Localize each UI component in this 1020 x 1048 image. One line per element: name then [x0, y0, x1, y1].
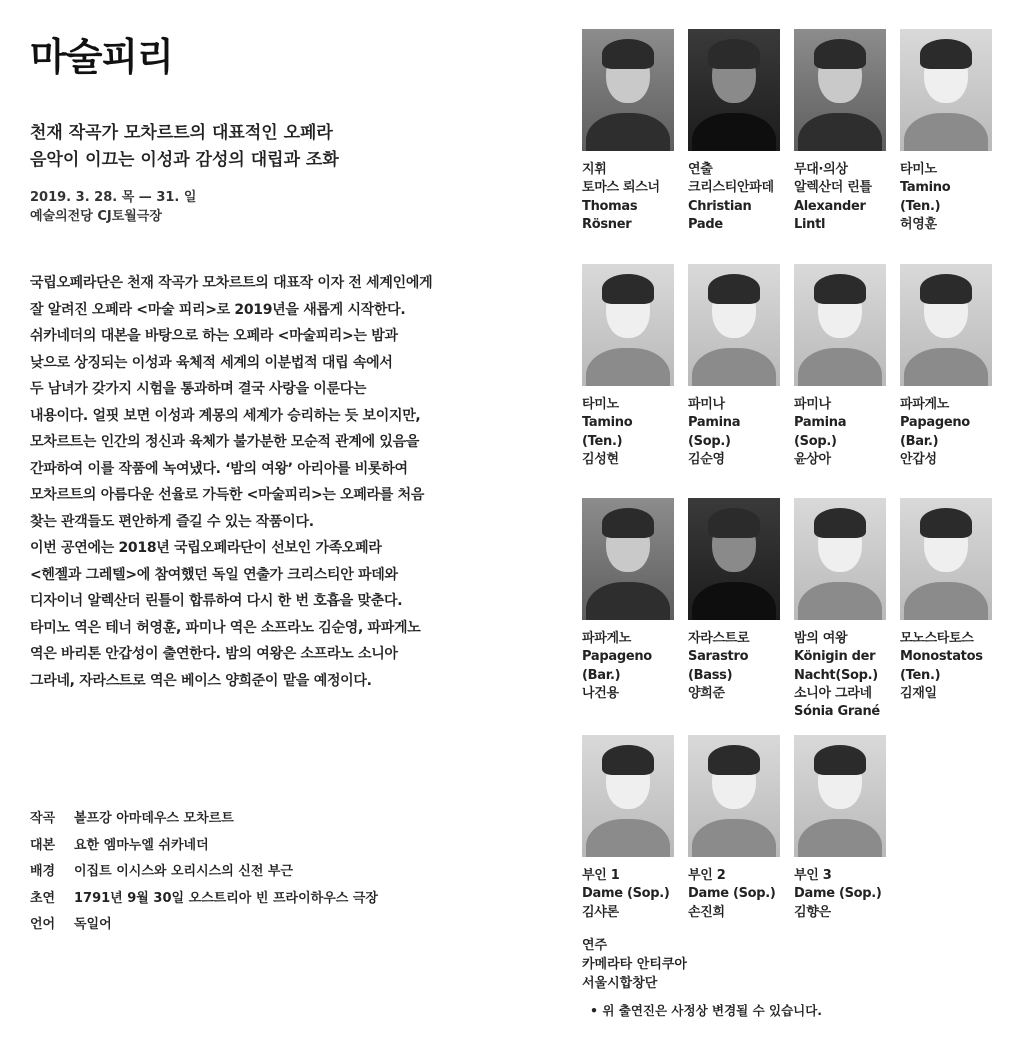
- cast-caption-line: 지휘: [582, 162, 607, 177]
- portrait-hair: [920, 508, 972, 538]
- credit-key: 배경: [30, 864, 56, 879]
- cast-caption-line: Pamina: [688, 415, 741, 431]
- cast-caption: [582, 630, 674, 703]
- cast-photo: [582, 498, 674, 620]
- description-line: 국립오페라단은 천재 작곡가 모차르트의 대표작 이자 전 세계인에게: [30, 275, 433, 291]
- description-line: 디자이너 알렉산더 린틀이 합류하여 다시 한 번 호흡을 맞춘다.: [30, 593, 403, 609]
- cast-caption: [688, 161, 780, 234]
- description-line: 모차르트의 아름다운 선율로 가득한 <마술피리>는 오페라를 처음: [30, 487, 425, 503]
- cast-caption-line: (Ten.): [900, 198, 941, 214]
- cast-caption-line: 자라스트로: [688, 631, 750, 646]
- cast-caption-line: Alexander: [794, 198, 866, 214]
- portrait-shoulders: [904, 348, 988, 386]
- cast-card: [794, 735, 886, 922]
- credit-value: 이집트 이시스와 오리시스의 신전 부근: [74, 864, 294, 879]
- cast-card: [582, 735, 674, 922]
- portrait-hair: [920, 39, 972, 69]
- cast-card: [582, 29, 674, 234]
- cast-caption-line: 파미나: [794, 397, 831, 412]
- cast-card: [688, 264, 780, 469]
- cast-photo: [582, 264, 674, 386]
- cast-caption: [794, 867, 886, 922]
- cast-caption: [794, 396, 886, 469]
- cast-caption-line: Sarastro: [688, 649, 749, 665]
- credit-key: 작곡: [30, 811, 56, 826]
- portrait-hair: [920, 274, 972, 304]
- cast-caption: [688, 630, 780, 703]
- cast-photo: [582, 735, 674, 857]
- orchestra-line: 연주: [582, 938, 608, 953]
- portrait-shoulders: [586, 819, 670, 857]
- portrait-shoulders: [586, 582, 670, 620]
- portrait-shoulders: [586, 348, 670, 386]
- cast-caption-line: Dame (Sop.): [794, 886, 882, 902]
- cast-card: [582, 498, 674, 703]
- cast-card: [794, 29, 886, 234]
- performance-venue: 예술의전당 CJ토월극장: [30, 209, 162, 224]
- cast-photo: [688, 264, 780, 386]
- credit-key: 언어: [30, 917, 56, 932]
- cast-caption-line: (Bar.): [582, 667, 621, 683]
- cast-caption-line: 파파게노: [582, 631, 632, 646]
- cast-caption-line: 크리스티안파데: [688, 180, 774, 196]
- cast-caption-line: 안갑성: [900, 451, 937, 467]
- portrait-shoulders: [692, 582, 776, 620]
- portrait-shoulders: [798, 819, 882, 857]
- description-line: 모차르트는 인간의 정신과 육체가 불가분한 모순적 관계에 있음을: [30, 434, 420, 450]
- cast-caption-line: (Ten.): [900, 667, 941, 683]
- portrait-hair: [814, 39, 866, 69]
- cast-caption: [900, 396, 992, 469]
- portrait-hair: [708, 745, 760, 775]
- cast-caption-line: 부인 3: [794, 868, 832, 883]
- portrait-shoulders: [904, 582, 988, 620]
- cast-photo: [900, 498, 992, 620]
- cast-caption-line: (Ten.): [582, 433, 623, 449]
- description-line: 간파하여 이를 작품에 녹여냈다. ‘밤의 여왕’ 아리아를 비롯하여: [30, 460, 408, 477]
- portrait-hair: [708, 39, 760, 69]
- cast-caption-line: 김재일: [900, 685, 937, 701]
- portrait-hair: [602, 274, 654, 304]
- cast-caption-line: Monostatos: [900, 649, 983, 665]
- cast-card: [900, 498, 992, 703]
- cast-caption-line: 나건용: [582, 685, 619, 701]
- credit-value: 1791년 9월 30일 오스트리아 빈 프라이하우스 극장: [74, 890, 378, 906]
- portrait-hair: [708, 274, 760, 304]
- cast-caption-line: Sónia Grané: [794, 704, 880, 720]
- portrait-hair: [602, 745, 654, 775]
- subtitle-line: 음악이 이끄는 이성과 감성의 대립과 조화: [30, 150, 339, 170]
- credit-value: 독일어: [74, 917, 112, 932]
- cast-caption-line: Papageno: [582, 649, 652, 665]
- portrait-hair: [602, 39, 654, 69]
- cast-caption-line: 연출: [688, 162, 713, 177]
- cast-caption-line: (Bass): [688, 667, 733, 683]
- cast-photo: [900, 29, 992, 151]
- cast-caption: [688, 396, 780, 469]
- description-line: 그라네, 자라스트로 역은 베이스 양희준이 맡을 예정이다.: [30, 672, 372, 689]
- description-line: 이번 공연에는 2018년 국립오페라단이 선보인 가족오페라: [30, 540, 382, 556]
- cast-caption-line: Dame (Sop.): [582, 886, 670, 902]
- cast-caption-line: 타미노: [900, 162, 937, 177]
- cast-photo: [794, 498, 886, 620]
- cast-caption-line: Thomas: [582, 198, 638, 214]
- cast-caption-line: Pade: [688, 216, 723, 232]
- subtitle-line: 천재 작곡가 모차르트의 대표적인 오페라: [30, 123, 333, 143]
- cast-caption-line: Tamino: [900, 180, 951, 196]
- cast-caption-line: 윤상아: [794, 451, 831, 467]
- cast-photo: [688, 735, 780, 857]
- cast-card: [688, 498, 780, 703]
- cast-caption-line: 김순영: [688, 451, 725, 467]
- cast-caption-line: 모노스타토스: [900, 631, 974, 646]
- cast-caption-line: 양희준: [688, 685, 725, 701]
- cast-photo: [900, 264, 992, 386]
- cast-caption: [794, 630, 886, 721]
- cast-caption-line: Papageno: [900, 415, 970, 431]
- portrait-shoulders: [586, 113, 670, 151]
- cast-photo: [582, 29, 674, 151]
- cast-caption: [688, 867, 780, 922]
- cast-caption: [900, 630, 992, 703]
- description-line: 낮으로 상징되는 이성과 육체적 세계의 이분법적 대립 속에서: [30, 354, 393, 371]
- cast-caption-line: Königin der: [794, 649, 876, 665]
- cast-card: [794, 498, 886, 721]
- cast-caption-line: 밤의 여왕: [794, 631, 848, 646]
- cast-caption-line: 파파게노: [900, 397, 950, 412]
- credit-value: 볼프강 아마데우스 모차르트: [74, 811, 234, 826]
- portrait-shoulders: [798, 113, 882, 151]
- portrait-shoulders: [798, 348, 882, 386]
- cast-caption-line: 부인 1: [582, 868, 620, 883]
- cast-caption-line: 허영훈: [900, 216, 937, 232]
- cast-caption-line: 무대·의상: [794, 162, 848, 177]
- cast-change-note: • 위 출연진은 사정상 변경될 수 있습니다.: [590, 1003, 823, 1018]
- portrait-hair: [814, 508, 866, 538]
- credit-key: 대본: [30, 837, 56, 853]
- portrait-hair: [708, 508, 760, 538]
- cast-caption: [900, 161, 992, 234]
- cast-caption-line: Tamino: [582, 415, 633, 431]
- cast-caption: [582, 867, 674, 922]
- portrait-shoulders: [692, 819, 776, 857]
- cast-caption-line: 토마스 뢰스너: [582, 180, 660, 196]
- cast-caption-line: 손진희: [688, 904, 725, 920]
- portrait-hair: [602, 508, 654, 538]
- cast-card: [582, 264, 674, 469]
- cast-caption-line: (Sop.): [794, 433, 837, 449]
- cast-caption: [582, 161, 674, 234]
- credit-key: 초연: [30, 890, 56, 906]
- performance-date: 2019. 3. 28. 목 — 31. 일: [30, 190, 197, 205]
- portrait-hair: [814, 274, 866, 304]
- cast-caption-line: (Sop.): [688, 433, 731, 449]
- description-line: 잘 알려진 오페라 <마술 피리>로 2019년을 새롭게 시작한다.: [30, 301, 406, 318]
- cast-caption: [794, 161, 886, 234]
- cast-caption-line: Nacht(Sop.): [794, 667, 878, 683]
- cast-photo: [794, 264, 886, 386]
- portrait-hair: [814, 745, 866, 775]
- credit-value: 요한 엠마누엘 쉬카네더: [74, 837, 209, 853]
- cast-card: [900, 29, 992, 234]
- cast-card: [688, 735, 780, 922]
- cast-photo: [688, 498, 780, 620]
- cast-caption-line: (Bar.): [900, 433, 939, 449]
- description-line: 찾는 관객들도 편안하게 즐길 수 있는 작품이다.: [30, 513, 314, 530]
- description-line: 내용이다. 얼핏 보면 이성과 계몽의 세계가 승리하는 듯 보이지만,: [30, 407, 421, 424]
- cast-caption-line: 타미노: [582, 397, 619, 412]
- cast-caption-line: 소니아 그라네: [794, 685, 872, 701]
- description-line: 쉬카네더의 대본을 바탕으로 하는 오페라 <마술피리>는 밤과: [30, 328, 398, 344]
- portrait-shoulders: [798, 582, 882, 620]
- portrait-shoulders: [692, 113, 776, 151]
- cast-photo: [688, 29, 780, 151]
- orchestra-line: 서울시합창단: [582, 976, 658, 991]
- description-line: 두 남녀가 갖가지 시험을 통과하며 결국 사랑을 이룬다는: [30, 381, 367, 397]
- description-line: 역은 바리톤 안갑성이 출연한다. 밤의 여왕은 소프라노 소니아: [30, 646, 398, 662]
- portrait-shoulders: [692, 348, 776, 386]
- cast-caption-line: 파미나: [688, 397, 725, 412]
- cast-photo: [794, 735, 886, 857]
- cast-caption-line: Dame (Sop.): [688, 886, 776, 902]
- cast-card: [688, 29, 780, 234]
- cast-caption: [582, 396, 674, 469]
- description-line: 타미노 역은 테너 허영훈, 파미나 역은 소프라노 김순영, 파파게노: [30, 619, 421, 636]
- cast-caption-line: Lintl: [794, 216, 826, 232]
- cast-caption-line: Christian: [688, 198, 752, 214]
- orchestra-credits: [582, 936, 687, 993]
- cast-card: [900, 264, 992, 469]
- orchestra-line: 카메라타 안티쿠아: [582, 957, 687, 972]
- cast-caption-line: Pamina: [794, 415, 847, 431]
- cast-caption-line: 부인 2: [688, 868, 726, 883]
- cast-caption-line: 알렉산더 린틀: [794, 180, 872, 196]
- description-line: <헨젤과 그레텔>에 참여했던 독일 연출가 크리스티안 파데와: [30, 566, 398, 583]
- cast-caption-line: 김성현: [582, 451, 619, 467]
- cast-card: [794, 264, 886, 469]
- page-title: 마술피리: [30, 35, 173, 79]
- cast-caption-line: Rösner: [582, 216, 632, 232]
- cast-caption-line: 김향은: [794, 904, 831, 920]
- portrait-shoulders: [904, 113, 988, 151]
- cast-photo: [794, 29, 886, 151]
- cast-caption-line: 김샤론: [582, 904, 619, 920]
